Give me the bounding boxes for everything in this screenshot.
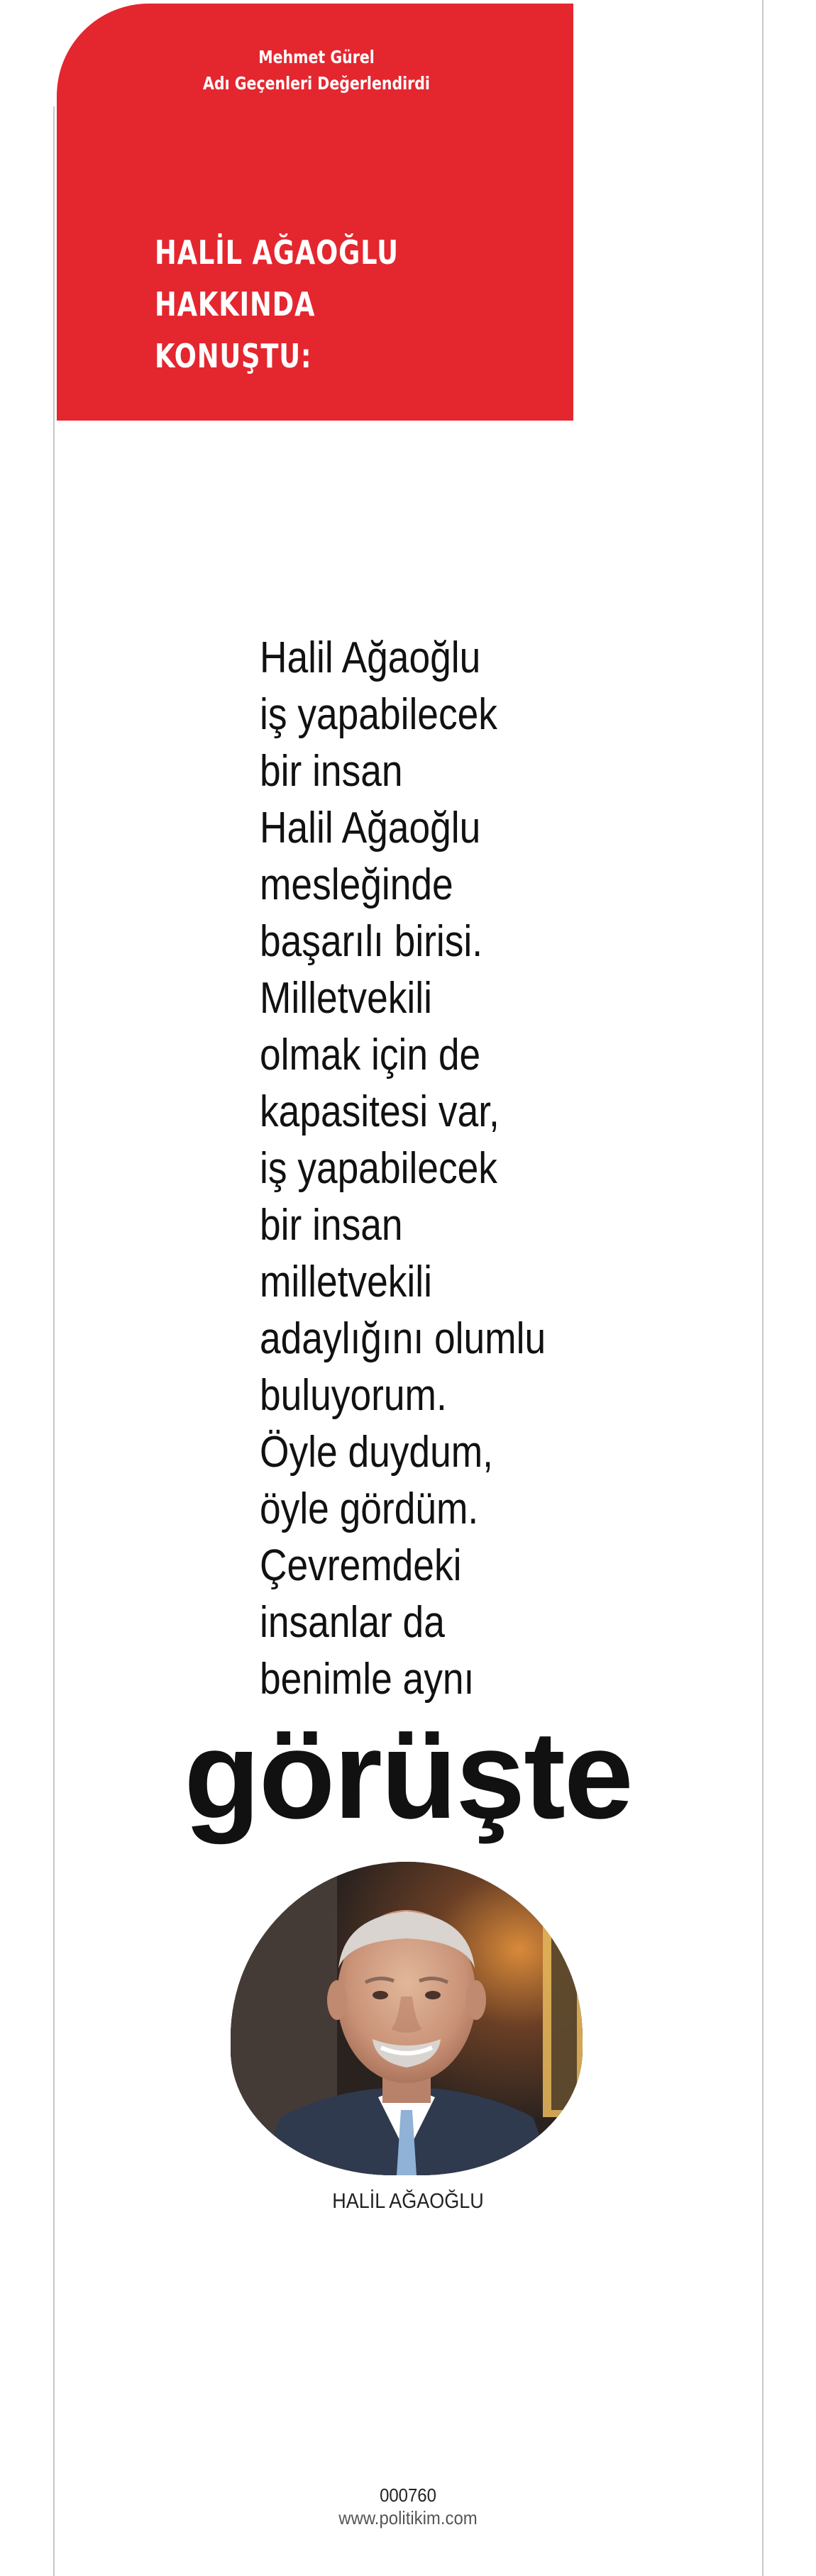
quote-line: olmak için de: [260, 1031, 481, 1079]
quote-line: bir insan: [260, 747, 403, 796]
headline-line-2: HAKKINDA: [155, 285, 316, 323]
quote-line: kapasitesi var,: [260, 1087, 500, 1136]
quote-line: Halil Ağaoğlu: [260, 804, 481, 853]
quote-line: mesleğinde: [260, 860, 453, 909]
footer-website-link[interactable]: www.politikim.com: [338, 2507, 478, 2528]
quote-text: [260, 630, 602, 1708]
quote-line: Öyle duydum,: [260, 1428, 493, 1477]
quote-line: Halil Ağaoğlu: [260, 633, 481, 682]
quote-line: buluyorum.: [260, 1371, 447, 1420]
kicker-line-subtitle: Adı Geçenleri Değerlendirdi: [203, 73, 430, 94]
headline-line-1: HALİL AĞAOĞLU: [155, 233, 399, 272]
kicker-line-name: Mehmet Gürel: [258, 47, 375, 67]
portrait-caption: HALİL AĞAOĞLU: [332, 2189, 484, 2213]
headline-line-3: KONUŞTU:: [155, 337, 312, 375]
footer-code: 000760: [380, 2485, 436, 2506]
quote-line: bir insan: [260, 1201, 403, 1250]
quote-line: adaylığını olumlu: [260, 1314, 546, 1363]
portrait-photo: [231, 1862, 583, 2175]
left-page-rule: [53, 106, 55, 2576]
quote-line: iş yapabilecek: [260, 690, 497, 739]
quote-line: benimle aynı: [260, 1655, 475, 1704]
quote-line: öyle gördüm.: [260, 1484, 479, 1533]
quote-line: Milletvekili: [260, 974, 432, 1023]
quote-line: insanlar da: [260, 1598, 445, 1647]
quote-line: başarılı birisi.: [260, 917, 483, 966]
right-page-rule: [762, 0, 763, 2576]
header-kicker: [80, 44, 553, 96]
portrait-illustration: [231, 1862, 583, 2175]
quote-line: milletvekili: [260, 1258, 432, 1306]
quote-line: iş yapabilecek: [260, 1144, 497, 1193]
header-headline: [155, 227, 399, 382]
quote-big-word: görüşte: [184, 1706, 632, 1845]
quote-line: Çevremdeki: [260, 1541, 462, 1590]
